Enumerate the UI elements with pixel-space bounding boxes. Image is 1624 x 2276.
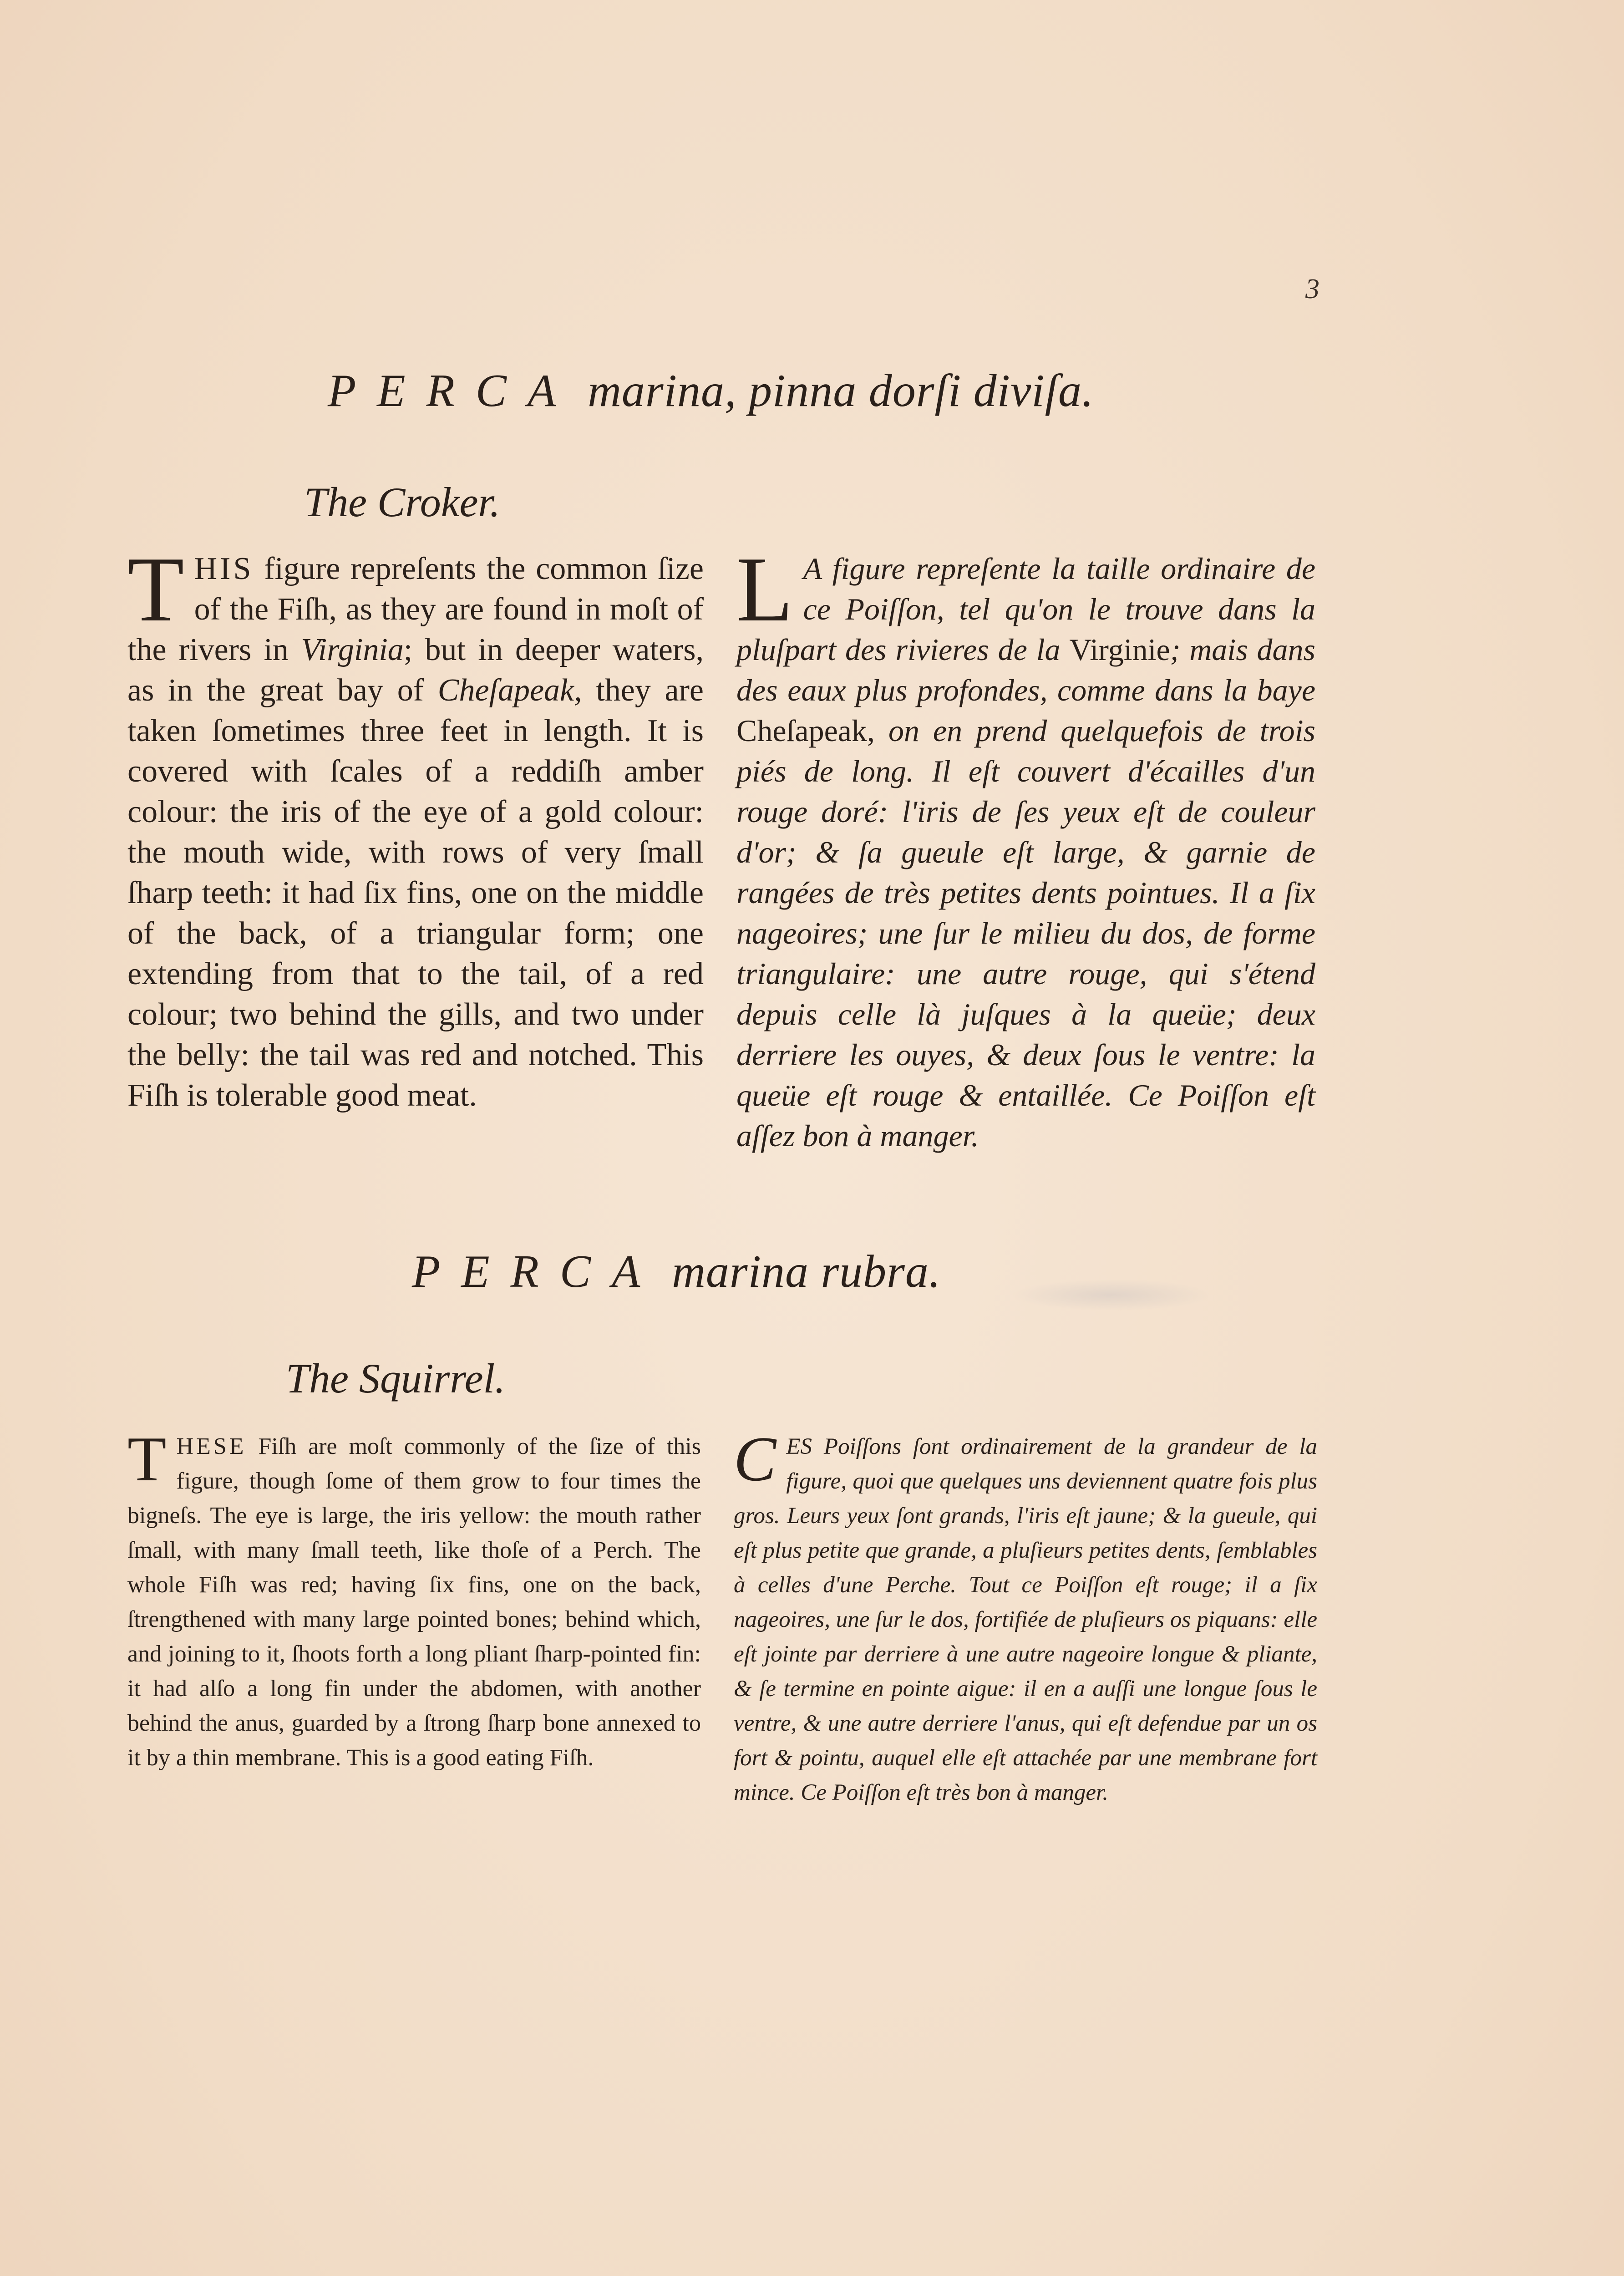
section-1-french-virginie: Virginie xyxy=(1069,632,1170,667)
section-2-title-rest: marina rubra. xyxy=(672,1246,941,1297)
section-1-english-virginia: Virginia xyxy=(301,632,404,667)
section-1-french-part-3: on en prend quelquefois de trois piés de long. Il eſt couvert d'écailles d'un rouge doré: l'iris de ſes yeux eſt de couleur d'or; & ſa gueule eſt large, & garnie de rangées de très petites dents pointues. Il a ſix nageoires; une ſur le milieu du dos, de forme triangulaire: une autre rouge, qui s'étend depuis celle là juſques à la queüe; deux derriere les ouyes, & deux ſous le ventre: la queüe eſt rouge & entaillée. Ce Poiſſon eſt aſſez bon à manger. xyxy=(736,713,1315,1153)
section-1-french-dropcap: L xyxy=(736,538,793,641)
section-1-title-rest: marina, pinna dorſi diviſa. xyxy=(588,365,1094,417)
paper-smudge xyxy=(1010,1279,1211,1311)
section-1-subtitle: The Croker. xyxy=(304,479,501,525)
section-1-english-caps: HIS xyxy=(194,551,254,586)
section-1-english-dropcap: T xyxy=(127,538,184,641)
section-1-french-part-2: ; mais dans des eaux plus profondes, comme dans la baye xyxy=(736,632,1315,707)
section-1-english-part-3: they are taken ſometimes three feet in length. It is covered with ſcales of a reddiſh amber colour: the iris of the eye of a gold colour: the mouth wide, with rows of very ſmall ſharp teeth: it had ſix fins, one on the middle of the back, of a triangular form; one extending from that to the tail, of a red colour; two behind the gills, and two under the belly: the tail was red and notched. This Fiſh is tolerable good meat. xyxy=(127,673,704,1113)
section-2-subtitle: The Squirrel. xyxy=(286,1355,506,1402)
section-1-english-text xyxy=(127,538,704,1116)
section-1-genus: PERCA xyxy=(328,365,577,417)
section-1-french-part-1: A figure repreſente la taille ordinaire de ce Poiſſon, tel qu'on le trouve dans la pluſpart des rivieres de la xyxy=(736,551,1315,667)
section-1-english-part-1: figure repreſents the common ſize of the Fiſh, as they are found in moſt of the rivers in xyxy=(127,551,704,667)
section-2-english-text xyxy=(127,1424,701,1775)
section-2-english-part-1: Fiſh are moſt commonly of the ſize of this figure, though ſome of them grow to four times the bigneſs. The eye is large, the iris yellow: the mouth rather ſmall, with many ſmall teeth, like thoſe of a Perch. The whole Fiſh was red; having ſix fins, one on the back, ſtrengthened with many large pointed bones; behind which, and joining to it, ſhoots forth a long pliant ſharp-pointed fin: it had alſo a long fin under the abdomen, with another behind the anus, guarded by a ſtrong ſharp bone annexed to it by a thin membrane. This is a good eating Fiſh. xyxy=(127,1433,701,1771)
section-1-french-text xyxy=(736,538,1315,1156)
section-1-english-chesapeak: Cheſapeak, xyxy=(437,673,582,708)
section-2-french-dropcap: C xyxy=(734,1424,776,1494)
section-1-french-chesapeak: Cheſapeak, xyxy=(736,713,875,748)
section-2-french-text xyxy=(734,1424,1317,1810)
section-2-french-part-1: ES Poiſſons ſont ordinairement de la grandeur de la figure, quoi que quelques uns deviennent quatre fois plus gros. Leurs yeux ſont grands, l'iris eſt jaune; & la gueule, qui eſt plus petite que grande, a pluſieurs petites dents, ſemblables à celles d'une Perche. Tout ce Poiſſon eſt rouge; il a ſix nageoires, une ſur le dos, fortifiée de pluſieurs os piquans: elle eſt jointe par derriere à une autre nageoire longue & pliante, & ſe termine en pointe aigue: il en a auſſi une longue ſous le ventre, & une autre derriere l'anus, qui eſt defendue par un os fort & pointu, auquel elle eſt attachée par une membrane fort mince. Ce Poiſſon eſt très bon à manger. xyxy=(734,1434,1317,1805)
section-1-heading xyxy=(328,364,1094,417)
section-2-english-dropcap: T xyxy=(127,1424,167,1494)
section-2-heading xyxy=(412,1245,941,1298)
section-1-english-part-2: ; but in deeper waters, as in the great bay of xyxy=(127,632,704,708)
page-number: 3 xyxy=(1305,274,1320,305)
section-2-genus: PERCA xyxy=(412,1246,661,1297)
section-2-english-caps: HESE xyxy=(176,1433,247,1459)
